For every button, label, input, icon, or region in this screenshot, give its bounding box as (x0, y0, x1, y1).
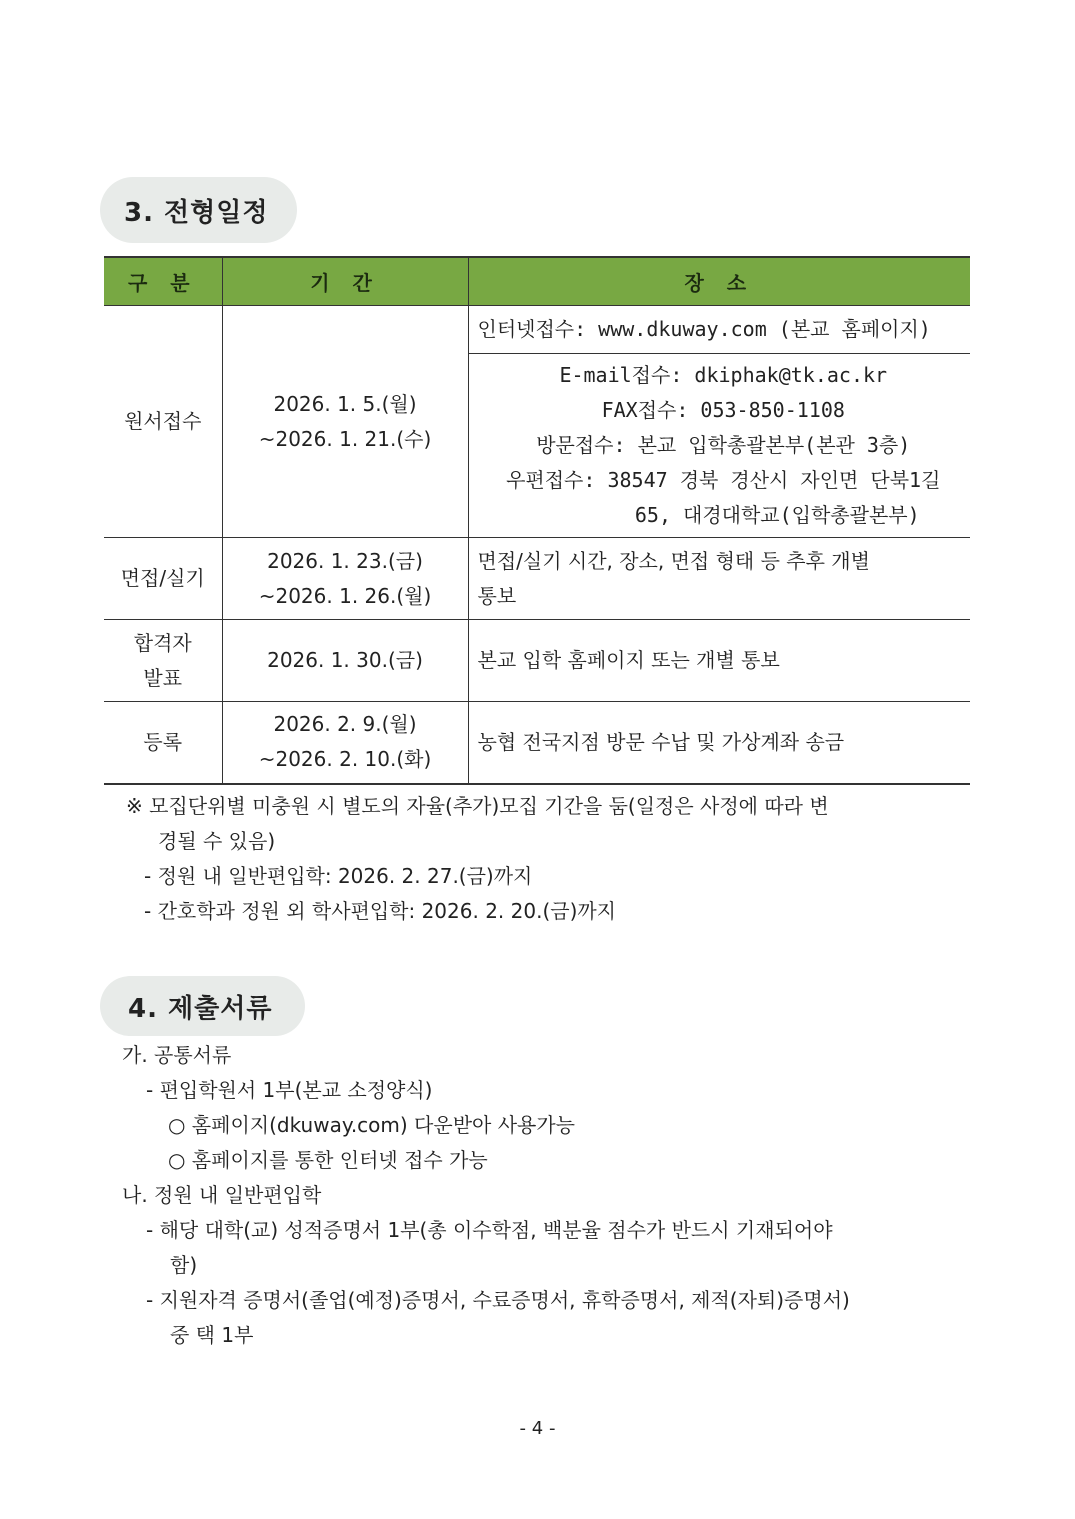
row-category: 합격자 발표 (104, 620, 222, 702)
table-row (104, 702, 970, 784)
list-item: 나. 정원 내 일반편입학 (122, 1183, 322, 1207)
table-row (104, 538, 970, 620)
row-period: 2026. 2. 9.(월) ~2026. 2. 10.(화) (222, 702, 468, 784)
schedule-note: ※ 모집단위별 미충원 시 별도의 자율(추가)모집 기간을 둠(일정은 사정에 따라 변 경될 수 있음) - 정원 내 일반편입학: 2026. 2. 27.(금)까지 - 간호학과 정원 외 학사편입학: 2026. 2. 20.(금)까지 (126, 789, 829, 929)
table-row (104, 620, 970, 702)
row-place: 본교 입학 홈페이지 또는 개별 통보 (468, 620, 970, 702)
row-period: 2026. 1. 30.(금) (222, 620, 468, 702)
header-period: 기 간 (222, 257, 468, 306)
row-place: E-mail접수: dkiphak@tk.ac.kr FAX접수: 053-850-1108 방문접수: 본교 입학총괄본부(본관 3층) 우편접수: 38547 경북 경산시 자인면 단북1길 65, 대경대학교(입학총괄본부) (468, 354, 970, 538)
documents-list (122, 1038, 850, 1353)
list-item: - 편입학원서 1부(본교 소정양식) (146, 1078, 433, 1102)
row-place: 농협 전국지점 방문 수납 및 가상계좌 송금 (468, 702, 970, 784)
list-item: - 지원자격 증명서(졸업(예정)증명서, 수료증명서, 휴학증명서, 제적(자퇴)증명서) (146, 1288, 850, 1312)
list-item: 함) (170, 1253, 198, 1277)
row-period: 2026. 1. 5.(월) ~2026. 1. 21.(수) (222, 306, 468, 538)
row-place-internet: 인터넷접수: www.dkuway.com (본교 홈페이지) (468, 306, 970, 354)
list-item: 가. 공통서류 (122, 1043, 232, 1067)
table-header-row (104, 257, 970, 306)
header-category: 구 분 (104, 257, 222, 306)
note-item: - 간호학과 정원 외 학사편입학: 2026. 2. 20.(금)까지 (144, 899, 617, 923)
page-number: - 4 - (519, 1418, 556, 1439)
list-item: ○ 홈페이지(dkuway.com) 다운받아 사용가능 (168, 1113, 575, 1137)
row-category: 원서접수 (104, 306, 222, 538)
list-item: - 해당 대학(교) 성적증명서 1부(총 이수학점, 백분율 점수가 반드시 기재되어야 (146, 1218, 833, 1242)
header-place: 장 소 (468, 257, 970, 306)
section-4-heading: 4. 제출서류 (100, 976, 305, 1036)
note-item: - 정원 내 일반편입학: 2026. 2. 27.(금)까지 (144, 864, 533, 888)
table-row (104, 306, 970, 354)
list-item: ○ 홈페이지를 통한 인터넷 접수 가능 (168, 1148, 488, 1172)
row-category: 등록 (104, 702, 222, 784)
row-category: 면접/실기 (104, 538, 222, 620)
section-3-heading: 3. 전형일정 (100, 177, 297, 243)
list-item: 중 택 1부 (170, 1323, 254, 1347)
schedule-table (104, 256, 970, 785)
row-place: 면접/실기 시간, 장소, 면접 형태 등 추후 개별 통보 (468, 538, 970, 620)
row-period: 2026. 1. 23.(금) ~2026. 1. 26.(월) (222, 538, 468, 620)
